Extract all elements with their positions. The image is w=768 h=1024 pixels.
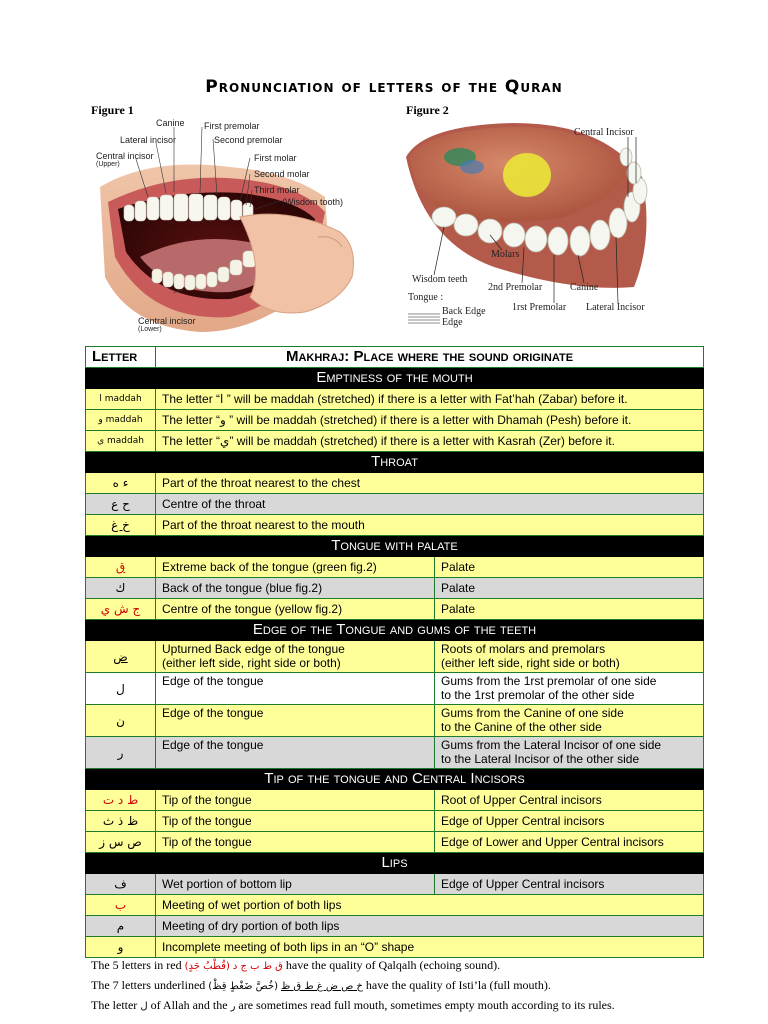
place-line-2: to the Canine of the other side	[441, 720, 602, 734]
notes	[91, 956, 761, 1016]
figure-2-jaw-diagram	[404, 117, 666, 335]
label-second-premolar: Second premolar	[214, 135, 283, 145]
label-canine: Canine	[570, 282, 599, 293]
table-row	[86, 811, 704, 832]
section-lips	[86, 853, 704, 874]
desc-line-2: (either left side, right side or both)	[162, 656, 341, 670]
letter-cell: ق	[86, 557, 156, 578]
section-title: Throat	[86, 452, 704, 473]
label-wisdom-teeth: Wisdom teeth	[412, 274, 468, 285]
letter-cell: ل	[86, 673, 156, 705]
table-row	[86, 705, 704, 737]
label-tongue: Tongue :	[408, 292, 444, 303]
place-line-2: to the 1rst premolar of the other side	[441, 688, 635, 702]
note-arabic-letter: ل	[140, 1001, 148, 1012]
label-canine: Canine	[156, 118, 185, 128]
section-title: Edge of the Tongue and gums of the teeth	[86, 620, 704, 641]
section-edge-tongue	[86, 620, 704, 641]
desc-cell: Tip of the tongue	[156, 832, 435, 853]
note-arabic-letters: ق ط ب ج د	[232, 961, 283, 972]
note-text: have the quality of Qalqalh (echoing sound).	[285, 958, 501, 972]
desc-cell: Tip of the tongue	[156, 811, 435, 832]
desc-cell: Centre of the tongue (yellow fig.2)	[156, 599, 435, 620]
desc-cell: The letter “ي” will be maddah (stretched) if there is a letter with Kasrah (Zer) before it.	[156, 431, 704, 452]
section-throat	[86, 452, 704, 473]
letter-cell: م	[86, 916, 156, 937]
letter-cell: خ غ	[86, 515, 156, 536]
letter-cell: ا maddah	[86, 389, 156, 410]
letter-cell: ر	[86, 737, 156, 769]
label-back-edge: Back Edge	[442, 306, 486, 317]
label-lateral-incisor: Lateral incisor	[120, 135, 177, 145]
label-1rst-premolar: 1rst Premolar	[512, 302, 567, 313]
table-row	[86, 494, 704, 515]
label-central-incisor-upper: Central incisor	[96, 151, 154, 161]
letter-cell: و maddah	[86, 410, 156, 431]
letter-cell: ج ش ي	[86, 599, 156, 620]
section-tip-tongue	[86, 769, 704, 790]
figure-1-label: Figure 1	[91, 103, 134, 117]
place-cell	[435, 737, 704, 769]
section-emptiness	[86, 368, 704, 389]
table-row	[86, 832, 704, 853]
header-letter: Letter	[86, 347, 156, 368]
letter-cell: ف	[86, 874, 156, 895]
note-istila	[91, 976, 761, 996]
table-row	[86, 916, 704, 937]
label-central-incisor: Central Incisor	[574, 127, 634, 138]
desc-cell: The letter “و ” will be maddah (stretched) if there is a letter with Dhamah (Pesh) before it.	[156, 410, 704, 431]
desc-cell: Meeting of wet portion of both lips	[156, 895, 704, 916]
place-cell: Root of Upper Central incisors	[435, 790, 704, 811]
place-cell: Palate	[435, 578, 704, 599]
table-row	[86, 515, 704, 536]
desc-line-1: Upturned Back edge of the tongue	[162, 642, 345, 656]
letter-cell: و	[86, 937, 156, 958]
note-arabic-letters: خ ص ض غ ط ق ظ	[280, 981, 363, 992]
note-arabic-phrase: (خُصَّ ضَغْطٍ قِظْ)	[208, 981, 278, 992]
letter-cell: ط د ت	[86, 790, 156, 811]
place-cell: Edge of Upper Central incisors	[435, 811, 704, 832]
table-row	[86, 673, 704, 705]
page-title: Pronunciation of letters of the Quran	[205, 77, 563, 97]
letter-cell: ن	[86, 705, 156, 737]
letter-cell: ك	[86, 578, 156, 599]
desc-cell: Meeting of dry portion of both lips	[156, 916, 704, 937]
label-first-molar: First molar	[254, 153, 297, 163]
table-row	[86, 431, 704, 452]
place-cell	[435, 673, 704, 705]
letter-cell: ص س ز	[86, 832, 156, 853]
place-cell	[435, 641, 704, 673]
place-cell: Palate	[435, 599, 704, 620]
desc-cell: The letter “ا ” will be maddah (stretched) if there is a letter with Fat’hah (Zabar) before it.	[156, 389, 704, 410]
place-cell: Palate	[435, 557, 704, 578]
note-text: have the quality of Isti’la (full mouth).	[365, 978, 551, 992]
section-title: Tongue with palate	[86, 536, 704, 557]
desc-cell: Extreme back of the tongue (green fig.2)	[156, 557, 435, 578]
place-line-1: Roots of molars and premolars	[441, 642, 606, 656]
table-row	[86, 737, 704, 769]
label-first-premolar: First premolar	[204, 121, 260, 131]
table-row	[86, 790, 704, 811]
table-row	[86, 599, 704, 620]
table-row	[86, 557, 704, 578]
label-molars: Molars	[491, 249, 520, 260]
desc-cell: Wet portion of bottom lip	[156, 874, 435, 895]
label-second-molar: Second molar	[254, 169, 310, 179]
header-makhraj: Makhraj: Place where the sound originate	[156, 347, 704, 368]
label-edge: Edge	[442, 317, 463, 328]
note-text: The 5 letters in red	[91, 958, 182, 972]
label-central-incisor-lower: Central incisor	[138, 316, 196, 326]
desc-cell: Edge of the tongue	[156, 673, 435, 705]
note-qalqalah	[91, 956, 761, 976]
label-wisdom-tooth: (Wisdom tooth)	[282, 197, 344, 207]
letter-cell: ح ع	[86, 494, 156, 515]
place-line-2: to the Lateral Incisor of the other side	[441, 752, 640, 766]
table-row	[86, 389, 704, 410]
desc-cell: Part of the throat nearest to the chest	[156, 473, 704, 494]
desc-cell: Part of the throat nearest to the mouth	[156, 515, 704, 536]
place-line-1: Gums from the Lateral Incisor of one side	[441, 738, 662, 752]
note-text: of Allah and the	[150, 998, 228, 1012]
place-line-1: Gums from the Canine of one side	[441, 706, 624, 720]
desc-cell: Centre of the throat	[156, 494, 704, 515]
section-title: Emptiness of the mouth	[86, 368, 704, 389]
table-row	[86, 937, 704, 958]
note-text: are sometimes read full mouth, sometimes empty mouth according to its rules.	[238, 998, 615, 1012]
section-title: Lips	[86, 853, 704, 874]
desc-cell: Edge of the tongue	[156, 737, 435, 769]
desc-cell: Edge of the tongue	[156, 705, 435, 737]
label-third-molar: Third molar	[254, 185, 300, 195]
table-header-row	[86, 347, 704, 368]
section-tongue-palate	[86, 536, 704, 557]
table-row	[86, 578, 704, 599]
mouth-illustration	[90, 117, 360, 335]
letter-cell: ض	[86, 641, 156, 673]
letter-cell: ب	[86, 895, 156, 916]
table-row	[86, 641, 704, 673]
place-line-1: Gums from the 1rst premolar of one side	[441, 674, 657, 688]
figure-1-teeth-diagram	[90, 117, 360, 335]
label-lateral-incisor: Lateral Incisor	[586, 302, 645, 313]
place-line-2: (either left side, right side or both)	[441, 656, 620, 670]
label-upper: (Upper)	[96, 161, 120, 168]
label-lower: (Lower)	[138, 326, 162, 333]
place-cell: Edge of Lower and Upper Central incisors	[435, 832, 704, 853]
desc-cell: Incomplete meeting of both lips in an “O” shape	[156, 937, 704, 958]
section-title: Tip of the tongue and Central Incisors	[86, 769, 704, 790]
place-cell: Edge of Upper Central incisors	[435, 874, 704, 895]
desc-cell: Tip of the tongue	[156, 790, 435, 811]
letter-cell: ظ ذ ث	[86, 811, 156, 832]
table-row	[86, 895, 704, 916]
letter-cell: ء ه	[86, 473, 156, 494]
table-row	[86, 874, 704, 895]
note-arabic-phrase: (قُطْبُ جَدٍ)	[184, 961, 230, 972]
desc-cell	[156, 641, 435, 673]
note-text: The letter	[91, 998, 138, 1012]
note-arabic-letter: ر	[230, 1001, 236, 1012]
letter-cell: ي maddah	[86, 431, 156, 452]
table-row	[86, 410, 704, 431]
makhraj-table	[85, 346, 704, 958]
table-row	[86, 473, 704, 494]
note-text: The 7 letters underlined	[91, 978, 206, 992]
label-2nd-premolar: 2nd Premolar	[488, 282, 543, 293]
figure-2-label: Figure 2	[406, 103, 449, 117]
note-lam-ra	[91, 996, 761, 1016]
desc-cell: Back of the tongue (blue fig.2)	[156, 578, 435, 599]
place-cell	[435, 705, 704, 737]
